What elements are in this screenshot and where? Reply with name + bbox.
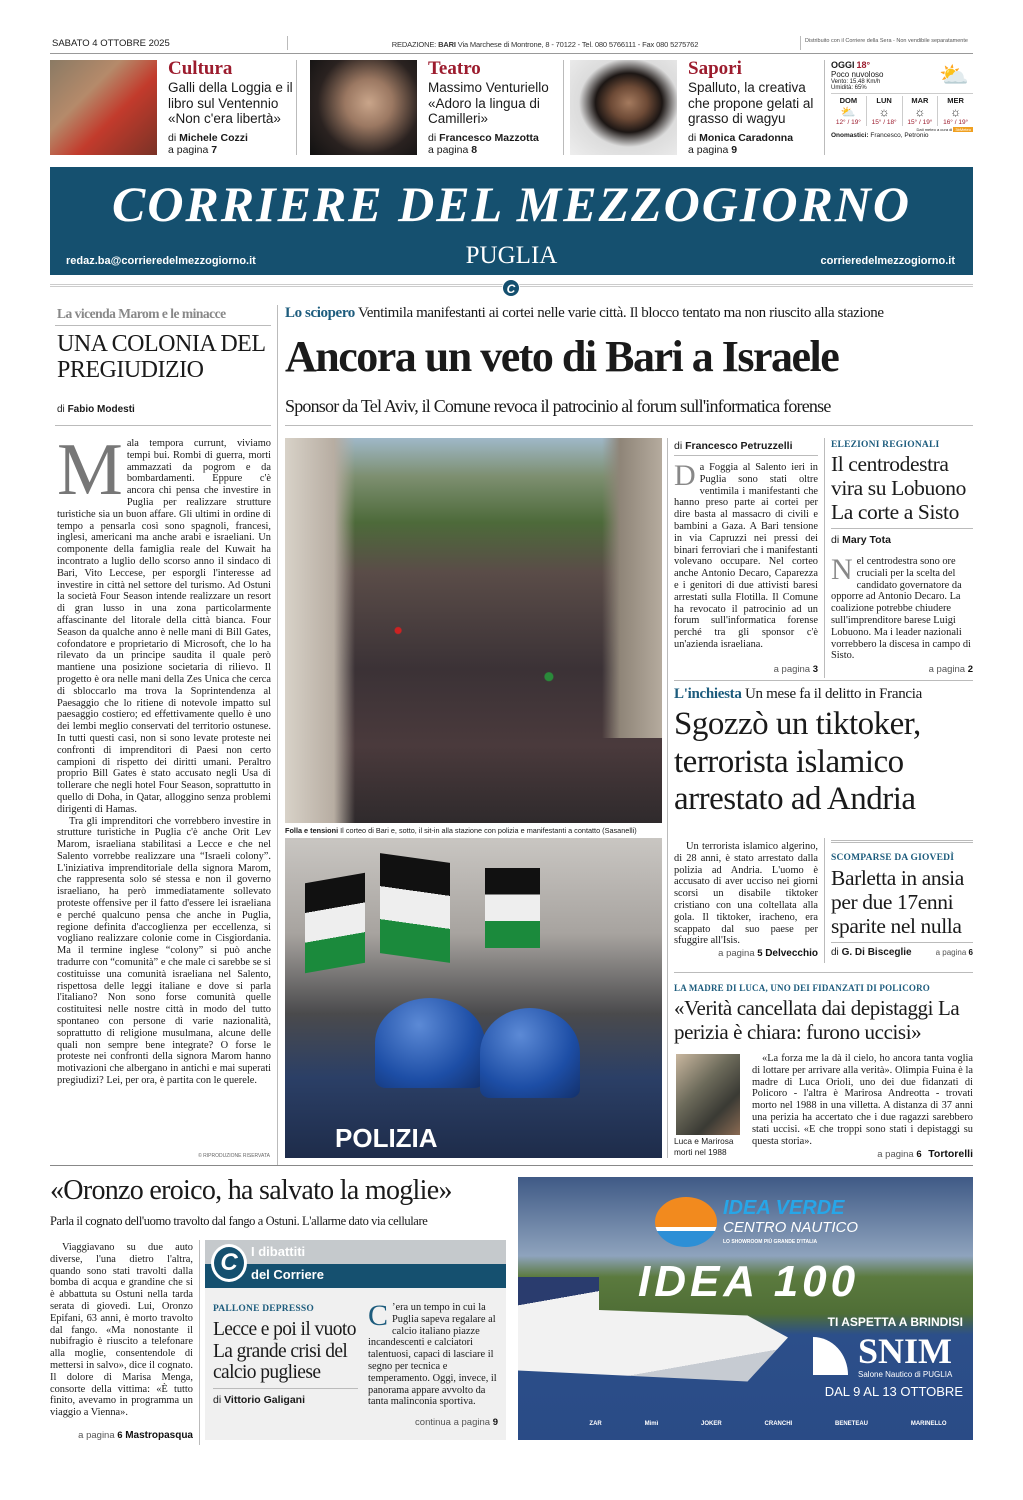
corriere-c-logo: C: [502, 279, 520, 297]
editorial-byline: di Fabio Modesti: [57, 404, 135, 415]
policoro-page-ref[interactable]: a pagina 6 Tortorelli: [877, 1148, 973, 1160]
inchiesta-body: Un terrorista islamico algerino, di 28 anni, è stato arrestato dalla polizia ad Andria. L'uomo è accusato di aver ucciso nei giorni scorsi un disabile tiktoker cristiano con una coltellata alla gola. Il tiktoker, iracheno, era scappato dal suo paese per sfuggire all'Isis.: [674, 841, 818, 947]
teaser-byline: di Monica Caradonna: [688, 132, 794, 144]
lead-subhead: Sponsor da Tel Aviv, il Comune revoca il patrocinio al forum sull'informatica forense: [285, 396, 831, 416]
teaser-title: Galli della Loggia e il libro sul Ventennio «Non c'era libertà»: [168, 80, 293, 126]
police-sit-in-photo[interactable]: [285, 838, 662, 1158]
drop-cap: N: [831, 556, 853, 586]
ad-sponsors: ZAR Mimì JOKER CRANCHI BENETEAU MARINELLO: [589, 1421, 947, 1427]
teaser-page: a pagina 9: [688, 144, 738, 156]
lead-page-ref[interactable]: a pagina 3: [773, 664, 818, 675]
barletta-byline: di G. Di Bisceglie: [831, 947, 912, 958]
masthead: [50, 167, 973, 275]
teaser-photo-sapori[interactable]: [570, 60, 677, 155]
weather-today-temp: 18°: [856, 60, 871, 70]
weather-brand-logo: 3bMeteo: [955, 127, 971, 132]
dibattiti-body: C ’era un tempo in cui la Puglia sapeva regalare al calcio italiano piazze incandescenti e calciatori talentuosi, capaci di lasciare il segno per tecnica e temperamento. Oggi, invece, il panorama appare avvolto da tanta malinconia sportiva.: [368, 1302, 497, 1408]
oronzo-body: Viaggiavano su due auto diverse, l'una dietro l'altra, quando sono stati travolti dalla bomba di acqua e grandine che si è abbattuta su Ostuni nella tarda serata di giovedì. Lui, Oronzo Epifani, 63 anni, è morto travolto dal fango. «Ma nonostante il nubifragio è riuscito a telefonare alla moglie, consentendole di mettersi in salvo», dice il cognato. Il dolore di Marisa Menga, consorte della vittima: «È tutto finito, avevamo in programma un viaggio a Vienna».: [50, 1242, 193, 1419]
sun-icon: ☼: [914, 105, 926, 119]
lead-headline[interactable]: Ancora un veto di Bari a Israele: [285, 332, 839, 381]
editorial-title[interactable]: UNA COLONIA DEL PREGIUDIZIO: [57, 331, 265, 383]
teaser-section: Cultura: [168, 58, 233, 79]
email-link[interactable]: redaz.ba@corrieredelmezzogiorno.it: [66, 255, 256, 267]
forecast-day: MER ☼ 16° / 19°: [937, 96, 973, 126]
lead-kicker: Lo sciopero Ventimila manifestanti ai cortei nelle varie città. Il blocco tentato ma non riuscito alla stazione: [285, 305, 884, 321]
policoro-kicker: LA MADRE DI LUCA, UNO DEI FIDANZATI DI POLICORO: [674, 983, 931, 993]
policoro-body: «La forza me la dà il cielo, ho ancora tanta voglia di lottare per arrivare alla verità». Olimpia Fuina è la madre di Luca Orioli, uno dei due fidanzati di Policoro - l'altra è Marirosa Andreotta - trovati morto nel 1988 in una villetta. A distanza di 37 anni una perizia ha accertato che i due ragazzi sarebbero stati uccisi. «E che troppi sono stati i depistaggi su questa storia».: [752, 1053, 973, 1147]
lead-byline: di Francesco Petruzzelli: [674, 440, 793, 452]
redazione-label: REDAZIONE:: [391, 40, 437, 49]
ad-brand-1: IDEA VERDE: [723, 1197, 845, 1219]
advertisement-idea-verde[interactable]: [518, 1177, 973, 1440]
edition-label: PUGLIA: [465, 242, 558, 269]
teaser-section: Teatro: [428, 58, 481, 79]
ad-event-sub: Salone Nautico di PUGLIA: [858, 1370, 953, 1379]
dibattiti-c-logo: C: [211, 1244, 247, 1282]
teaser-byline: di Francesco Mazzotta: [428, 132, 539, 144]
teaser-sapori[interactable]: [688, 58, 820, 156]
forecast-day: LUN ☼ 15° / 18°: [866, 96, 902, 126]
dibattiti-box: [205, 1240, 506, 1440]
partly-cloudy-icon: ⛅: [939, 62, 969, 89]
editorial-kicker: La vicenda Marom e le minacce: [57, 306, 226, 321]
inchiesta-headline[interactable]: Sgozzò un tiktoker, terrorista islamico arrestato ad Andria: [674, 706, 921, 817]
inchiesta-page-ref[interactable]: a pagina 5 Delvecchio: [718, 948, 818, 959]
teaser-page: a pagina 7: [168, 144, 218, 156]
photo-caption: Folla e tensioni Il corteo di Bari e, sotto, il sit-in alla stazione con polizia e manifestanti a contatto (Sasanelli): [285, 826, 637, 835]
redazione-address: Via Marchese di Montrone, 8 - 70122 - Tel. 080 5766111 - Fax 080 5275762: [457, 40, 699, 49]
oronzo-headline[interactable]: «Oronzo eroico, ha salvato la moglie»: [50, 1175, 452, 1206]
policoro-title[interactable]: «Verità cancellata dai depistaggi La perizia è chiara: furono uccisi»: [674, 996, 960, 1044]
weather-condition: Poco nuvoloso: [831, 70, 884, 79]
barletta-title[interactable]: Barletta in ansia per due 17enni sparite nel nulla: [831, 866, 964, 938]
dibattiti-kicker: PALLONE DEPRESSO: [213, 1304, 314, 1314]
dibattiti-header-1: I dibattiti: [251, 1244, 306, 1259]
sun-icon: ☼: [950, 105, 962, 119]
onomastici-label: Onomastici:: [831, 132, 869, 139]
rights-notice: © RIPRODUZIONE RISERVATA: [198, 1153, 270, 1159]
barletta-page-ref[interactable]: a pagina 6: [935, 948, 973, 957]
ad-brand-2: CENTRO NAUTICO: [723, 1219, 858, 1236]
inchiesta-kicker: L'inchiesta Un mese fa il delitto in Francia: [674, 686, 923, 702]
site-link[interactable]: corrieredelmezzogiorno.it: [820, 255, 955, 267]
ad-model: IDEA 100: [638, 1257, 860, 1306]
drop-cap: D: [674, 462, 696, 492]
weather-humidity: Umidità: 65%: [831, 85, 867, 91]
teaser-title: Massimo Venturiello «Adoro la lingua di Camilleri»: [428, 80, 549, 126]
drop-cap: C: [368, 1302, 389, 1332]
elezioni-title[interactable]: Il centrodestra vira su Lobuono La corte a Sisto: [831, 452, 966, 524]
elezioni-body: Nel centrodestra sono ore cruciali per la scelta del candidato governatore da opporre ad Antonio Decaro. La coalizione potrebbe chiudere sull'imprenditore barese Luigi Lobuono. Ma i leader nazionali vorrebbero la discesa in campo di Sisto.: [831, 556, 971, 662]
teaser-photo-teatro[interactable]: [310, 60, 417, 155]
onomastici: Francesco, Petronio: [870, 132, 929, 139]
weather-widget: [831, 60, 973, 139]
barletta-kicker: SCOMPARSE DA GIOVEDÌ: [831, 853, 955, 863]
ad-invite: TI ASPETTA A BRINDISI: [827, 1315, 963, 1329]
forecast-day: DOM ⛅ 12° / 19°: [831, 96, 866, 126]
drop-cap: M: [57, 438, 123, 511]
ad-event: SNIM: [858, 1331, 953, 1371]
weather-wind: Vento: 15.48 Km/h: [831, 79, 881, 85]
teaser-cultura[interactable]: [168, 58, 293, 156]
teaser-photo-cultura[interactable]: [50, 60, 157, 155]
idea-verde-logo-icon: [655, 1197, 717, 1247]
oronzo-page-ref[interactable]: a pagina 6 Mastropasqua: [78, 1430, 193, 1441]
editorial-body: Mala tempora currunt, viviamo tempi bui. Rombi di guerra, morti ammazzati da pogrom e da bombardamenti. Eppure c'è ancora chi pensa che investire in Puglia per realizzare strutture turistiche sia un buon affare. Gli ultimi in ordine di tempo a pensarla così sono spagnoli, francesi, inglesi, americani ma anche arabi e israeliani. Un componente della famiglia reale del Kuwait ha incontrato a luglio dello scorso anno il sindaco di Bari, Vito Leccese, per esporgli l'interesse ad investire in città nel settore del turismo. Ad Ostuni la società Four Season intende realizzare un resort di gran lusso in una zona particolarmente affascinante del litorale della città bianca. Four Season da qualche anno è nelle mani di Bill Gates, cofondatore e proprietario di Microsoft, che lo ha rilevato da un principe saudita il quale però mantiene una posizione societaria di rilievo. Il progetto è ora nelle mani della Zes Unica che cerca di sbloccarlo ma trova la Soprintendenza al Paesaggio che lo ritiene di notevole impatto sul paesaggio costiero; ed effettivamente quello è uno dei lembi meglio conservati del territorio ostunese. In tutti questi casi, non si sono levate proteste nei confronti di imprenditori di Paesi non certo campioni di rispetto dei diritti umani. Peraltro proprio Bill Gates è stato accusato negli Usa di tollerare che negli hotel Four Season, soprattutto in quello di Doha, in Qatar, alloggino senza problemi dirigenti di Hamas. Tra gli imprenditori che vorrebbero investire in strutture turistiche in Puglia c'è anche Orit Lev Marom, israeliana stabilitasi a Lecce e che nel Salento vorrebbe realizzare una “Israeli colony”. L'iniziativa imprenditoriale della signora Marom, che rappresenta solo sé stessa e non il governo israeliano, ha però immediatamente sollevato proteste offensive per il fatto d'essere lei israeliana e perché qualcuno pensa che anche in Puglia, regione definita d'accoglienza per eccellenza, si vogliano realizzare colonie come in Cisgiordania. Ma il termine inglese “colony” si può anche tradurre con “comunità” e che male ci sarebbe se si costituisse una comunità israeliana nel Salento, rispettosa delle leggi italiane e dove si parla l'italiano? Non sono forse comunità quelle costituitesi nelle nostre città in modo del tutto spontaneo con persone di varie nazionalità, soprattutto di religione musulmana, alcune delle quali non sempre bene integrate? O forse le proteste nei confronti della signora Marom hanno motivazioni che albergano in antichi e mai superati pregiudizi? Lei, per ora, è partita con le querele.: [57, 438, 271, 1087]
weather-today-label: OGGI: [831, 60, 855, 70]
oronzo-subhead: Parla il cognato dell'uomo travolto dal fango a Ostuni. L'allarme dato via cellulare: [50, 1214, 428, 1228]
teaser-section: Sapori: [688, 58, 742, 79]
luca-marirosa-photo[interactable]: [676, 1054, 740, 1135]
dibattiti-page-ref[interactable]: continua a pagina 9: [415, 1417, 498, 1428]
newspaper-logo[interactable]: CORRIERE DEL MEZZOGIORNO: [111, 176, 912, 232]
dibattiti-byline: di Vittorio Galigani: [213, 1394, 306, 1406]
teaser-teatro[interactable]: [428, 58, 558, 156]
teaser-byline: di Michele Cozzi: [168, 132, 248, 144]
police-label: POLIZIA: [335, 1123, 438, 1153]
redazione-info: [295, 40, 795, 49]
forecast-day: MAR ☼ 15° / 19°: [902, 96, 938, 126]
date: SABATO 4 OTTOBRE 2025: [52, 38, 170, 49]
dibattiti-title[interactable]: Lecce e poi il vuoto La grande crisi del calcio pugliese: [213, 1319, 356, 1383]
ad-dates: DAL 9 AL 13 OTTOBRE: [824, 1384, 963, 1399]
protest-march-photo[interactable]: [285, 438, 662, 823]
lead-body: Da Foggia al Salento ieri in Puglia sono stati oltre ventimila i manifestanti che hanno preso parte ai cortei per dire basta al massacro di civili e bambini a Gaza. A Bari tensione in via Capruzzi nei pressi dei binari ferroviari che i manifestanti volevano occupare. Nel corteo anche Antonio Decaro, Caparezza e i genitori di due attivisti baresi arrestati sulla Flotilla. Il Comune ha revocato il patrocinio ad un forum sull'informatica forense perché tra gli sponsor c'è un'azienda israeliana.: [674, 462, 818, 650]
weather-source: Dati meteo a cura di: [916, 127, 953, 132]
partly-cloudy-icon: ⛅: [840, 105, 856, 119]
policoro-caption: Luca e Marirosa morti nel 1988: [674, 1136, 734, 1157]
elezioni-kicker: ELEZIONI REGIONALI: [831, 440, 940, 450]
redazione-city: BARI: [438, 40, 456, 49]
teaser-title: Spalluto, la creativa che propone gelati al grasso di wagyu: [688, 80, 814, 126]
sun-icon: ☼: [878, 105, 890, 119]
elezioni-page-ref[interactable]: a pagina 2: [928, 664, 973, 675]
teaser-page: a pagina 8: [428, 144, 478, 156]
dibattiti-header-2: del Corriere: [251, 1267, 324, 1282]
distribution-note: Distribuito con il Corriere della Sera - Non vendibile separatamente: [805, 38, 968, 44]
elezioni-byline: di Mary Tota: [831, 534, 891, 546]
snim-logo-icon: [813, 1337, 848, 1375]
ad-tagline: LO SHOWROOM PIÙ GRANDE D'ITALIA: [723, 1239, 818, 1245]
